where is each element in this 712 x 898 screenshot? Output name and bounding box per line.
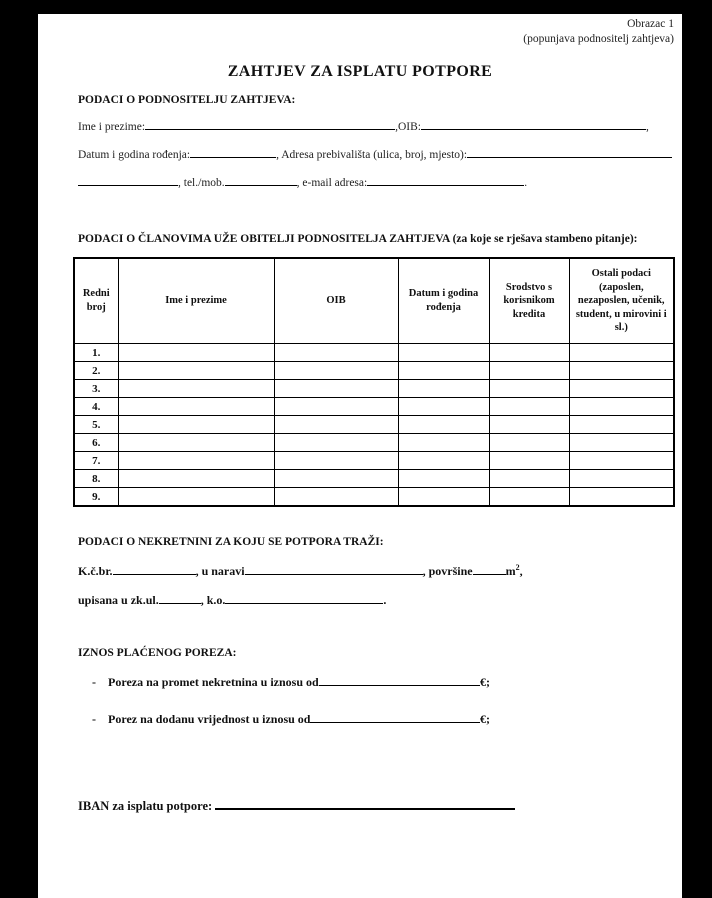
naravi-label: , u naravi	[195, 564, 245, 578]
property-line-1	[78, 564, 523, 579]
dob-field[interactable]	[190, 156, 276, 158]
family-input-cell[interactable]	[398, 344, 489, 362]
zkul-field[interactable]	[159, 602, 201, 604]
family-input-cell[interactable]	[274, 488, 398, 507]
row-number-cell: 8.	[74, 470, 118, 488]
family-input-cell[interactable]	[274, 470, 398, 488]
section-heading-property: PODACI O NEKRETNINI ZA KOJU SE POTPORA TRAŽI:	[78, 536, 384, 548]
tax-promet-currency: €;	[480, 675, 490, 689]
family-input-cell[interactable]	[489, 398, 569, 416]
family-input-cell[interactable]	[118, 434, 274, 452]
family-input-cell[interactable]	[118, 362, 274, 380]
family-input-cell[interactable]	[398, 488, 489, 507]
applicant-line-3	[78, 177, 527, 189]
row-number-cell: 4.	[74, 398, 118, 416]
family-input-cell[interactable]	[118, 470, 274, 488]
family-input-cell[interactable]	[118, 416, 274, 434]
table-row	[74, 470, 674, 488]
family-input-cell[interactable]	[118, 344, 274, 362]
kcbr-label: K.č.br.	[78, 564, 113, 578]
family-input-cell[interactable]	[274, 398, 398, 416]
family-input-cell[interactable]	[398, 452, 489, 470]
family-input-cell[interactable]	[569, 488, 674, 507]
tax-pdv-label: Porez na dodanu vrijednost u iznosu od	[108, 712, 311, 726]
row-number-cell: 3.	[74, 380, 118, 398]
col-header-redni-broj: Redni broj	[74, 258, 118, 344]
row-number-cell: 2.	[74, 362, 118, 380]
name-label: Ime i prezime:	[78, 121, 146, 133]
family-input-cell[interactable]	[274, 434, 398, 452]
section-heading-tax: IZNOS PLAĆENOG POREZA:	[78, 647, 237, 659]
table-row	[74, 488, 674, 507]
applicant-line-2	[78, 149, 672, 161]
povrsine-label: , površine	[422, 564, 473, 578]
line1-comma: ,	[645, 121, 649, 133]
family-input-cell[interactable]	[274, 380, 398, 398]
form-number: Obrazac 1	[627, 18, 674, 30]
tax-promet-label: Poreza na promet nekretnina u iznosu od	[108, 675, 319, 689]
family-input-cell[interactable]	[489, 452, 569, 470]
row-number-cell: 1.	[74, 344, 118, 362]
family-input-cell[interactable]	[569, 416, 674, 434]
family-input-cell[interactable]	[569, 434, 674, 452]
family-input-cell[interactable]	[398, 398, 489, 416]
table-row	[74, 398, 674, 416]
form-corner-note	[523, 17, 674, 47]
family-input-cell[interactable]	[398, 470, 489, 488]
tel-label: , tel./mob.	[178, 177, 225, 189]
family-input-cell[interactable]	[569, 380, 674, 398]
bullet-dash: -	[92, 675, 96, 689]
bullet-dash: -	[92, 712, 96, 726]
ko-field[interactable]	[225, 602, 383, 604]
table-header-row	[74, 258, 674, 344]
m2-unit: $m^2$,	[505, 563, 523, 578]
family-input-cell[interactable]	[569, 452, 674, 470]
iban-field[interactable]	[215, 807, 515, 810]
section-heading-family: PODACI O ČLANOVIMA UŽE OBITELJI PODNOSITELJA ZAHTJEVA (za koje se rješava stambeno pitanje):	[78, 233, 638, 245]
family-input-cell[interactable]	[569, 398, 674, 416]
iban-line	[78, 799, 515, 814]
line3-period: .	[524, 177, 528, 189]
family-table-body	[74, 344, 674, 507]
tel-field[interactable]	[225, 184, 297, 186]
family-input-cell[interactable]	[398, 362, 489, 380]
tax-pdv-currency: €;	[480, 712, 490, 726]
form-page	[38, 14, 682, 898]
naravi-field[interactable]	[245, 573, 423, 575]
table-row	[74, 344, 674, 362]
table-row	[74, 380, 674, 398]
family-input-cell[interactable]	[398, 380, 489, 398]
table-row	[74, 416, 674, 434]
family-input-cell[interactable]	[489, 362, 569, 380]
oib-label: ,OIB:	[395, 121, 421, 133]
family-input-cell[interactable]	[398, 434, 489, 452]
family-input-cell[interactable]	[274, 344, 398, 362]
section-heading-applicant: PODACI O PODNOSITELJU ZAHTJEVA:	[78, 94, 296, 106]
tax-item-promet	[92, 675, 490, 690]
family-input-cell[interactable]	[489, 344, 569, 362]
address-label: , Adresa prebivališta (ulica, broj, mjesto):	[276, 149, 468, 161]
col-header-oib: OIB	[274, 258, 398, 344]
tax-promet-field[interactable]	[319, 684, 480, 686]
property-line2-period: .	[383, 593, 387, 607]
m2-superscript: 2	[515, 563, 520, 572]
family-input-cell[interactable]	[489, 380, 569, 398]
email-label: , e-mail adresa:	[296, 177, 368, 189]
row-number-cell: 6.	[74, 434, 118, 452]
col-header-datum-rodenja: Datum i godina rođenja	[398, 258, 489, 344]
applicant-line-1	[78, 121, 649, 133]
zkul-label: upisana u zk.ul.	[78, 593, 159, 607]
povrsina-field[interactable]	[473, 573, 506, 575]
family-input-cell[interactable]	[118, 380, 274, 398]
family-input-cell[interactable]	[489, 488, 569, 507]
family-members-table	[73, 257, 675, 507]
family-input-cell[interactable]	[569, 344, 674, 362]
col-header-ime-i-prezime: Ime i prezime	[118, 258, 274, 344]
family-input-cell[interactable]	[569, 362, 674, 380]
row-number-cell: 9.	[74, 488, 118, 507]
kcbr-field[interactable]	[113, 573, 196, 575]
table-row	[74, 434, 674, 452]
tax-pdv-field[interactable]	[310, 721, 480, 723]
address-field[interactable]	[467, 156, 672, 158]
family-input-cell[interactable]	[569, 470, 674, 488]
dob-label: Datum i godina rođenja:	[78, 149, 191, 161]
row-number-cell: 5.	[74, 416, 118, 434]
family-input-cell[interactable]	[489, 434, 569, 452]
name-field[interactable]	[145, 128, 395, 130]
form-filler-note: (popunjava podnositelj zahtjeva)	[523, 33, 674, 45]
table-row	[74, 452, 674, 470]
family-input-cell[interactable]	[274, 452, 398, 470]
family-input-cell[interactable]	[274, 362, 398, 380]
family-input-cell[interactable]	[118, 488, 274, 507]
page-title: ZAHTJEV ZA ISPLATU POTPORE	[227, 63, 493, 80]
oib-field[interactable]	[421, 128, 646, 130]
family-input-cell[interactable]	[274, 416, 398, 434]
col-header-srodstvo: Srodstvo s korisnikom kredita	[489, 258, 569, 344]
col-header-ostali-podaci: Ostali podaci (zaposlen, nezaposlen, učenik, student, u mirovini i sl.)	[569, 258, 674, 344]
family-input-cell[interactable]	[118, 452, 274, 470]
email-field[interactable]	[367, 184, 524, 186]
family-input-cell[interactable]	[489, 470, 569, 488]
family-input-cell[interactable]	[489, 416, 569, 434]
family-input-cell[interactable]	[118, 398, 274, 416]
property-line-2	[78, 593, 386, 608]
iban-label: IBAN za isplatu potpore:	[78, 799, 213, 813]
family-input-cell[interactable]	[398, 416, 489, 434]
tax-item-pdv	[92, 712, 490, 727]
ko-label: , k.o.	[200, 593, 226, 607]
row-number-cell: 7.	[74, 452, 118, 470]
table-row	[74, 362, 674, 380]
address-field-continued[interactable]	[78, 184, 178, 186]
